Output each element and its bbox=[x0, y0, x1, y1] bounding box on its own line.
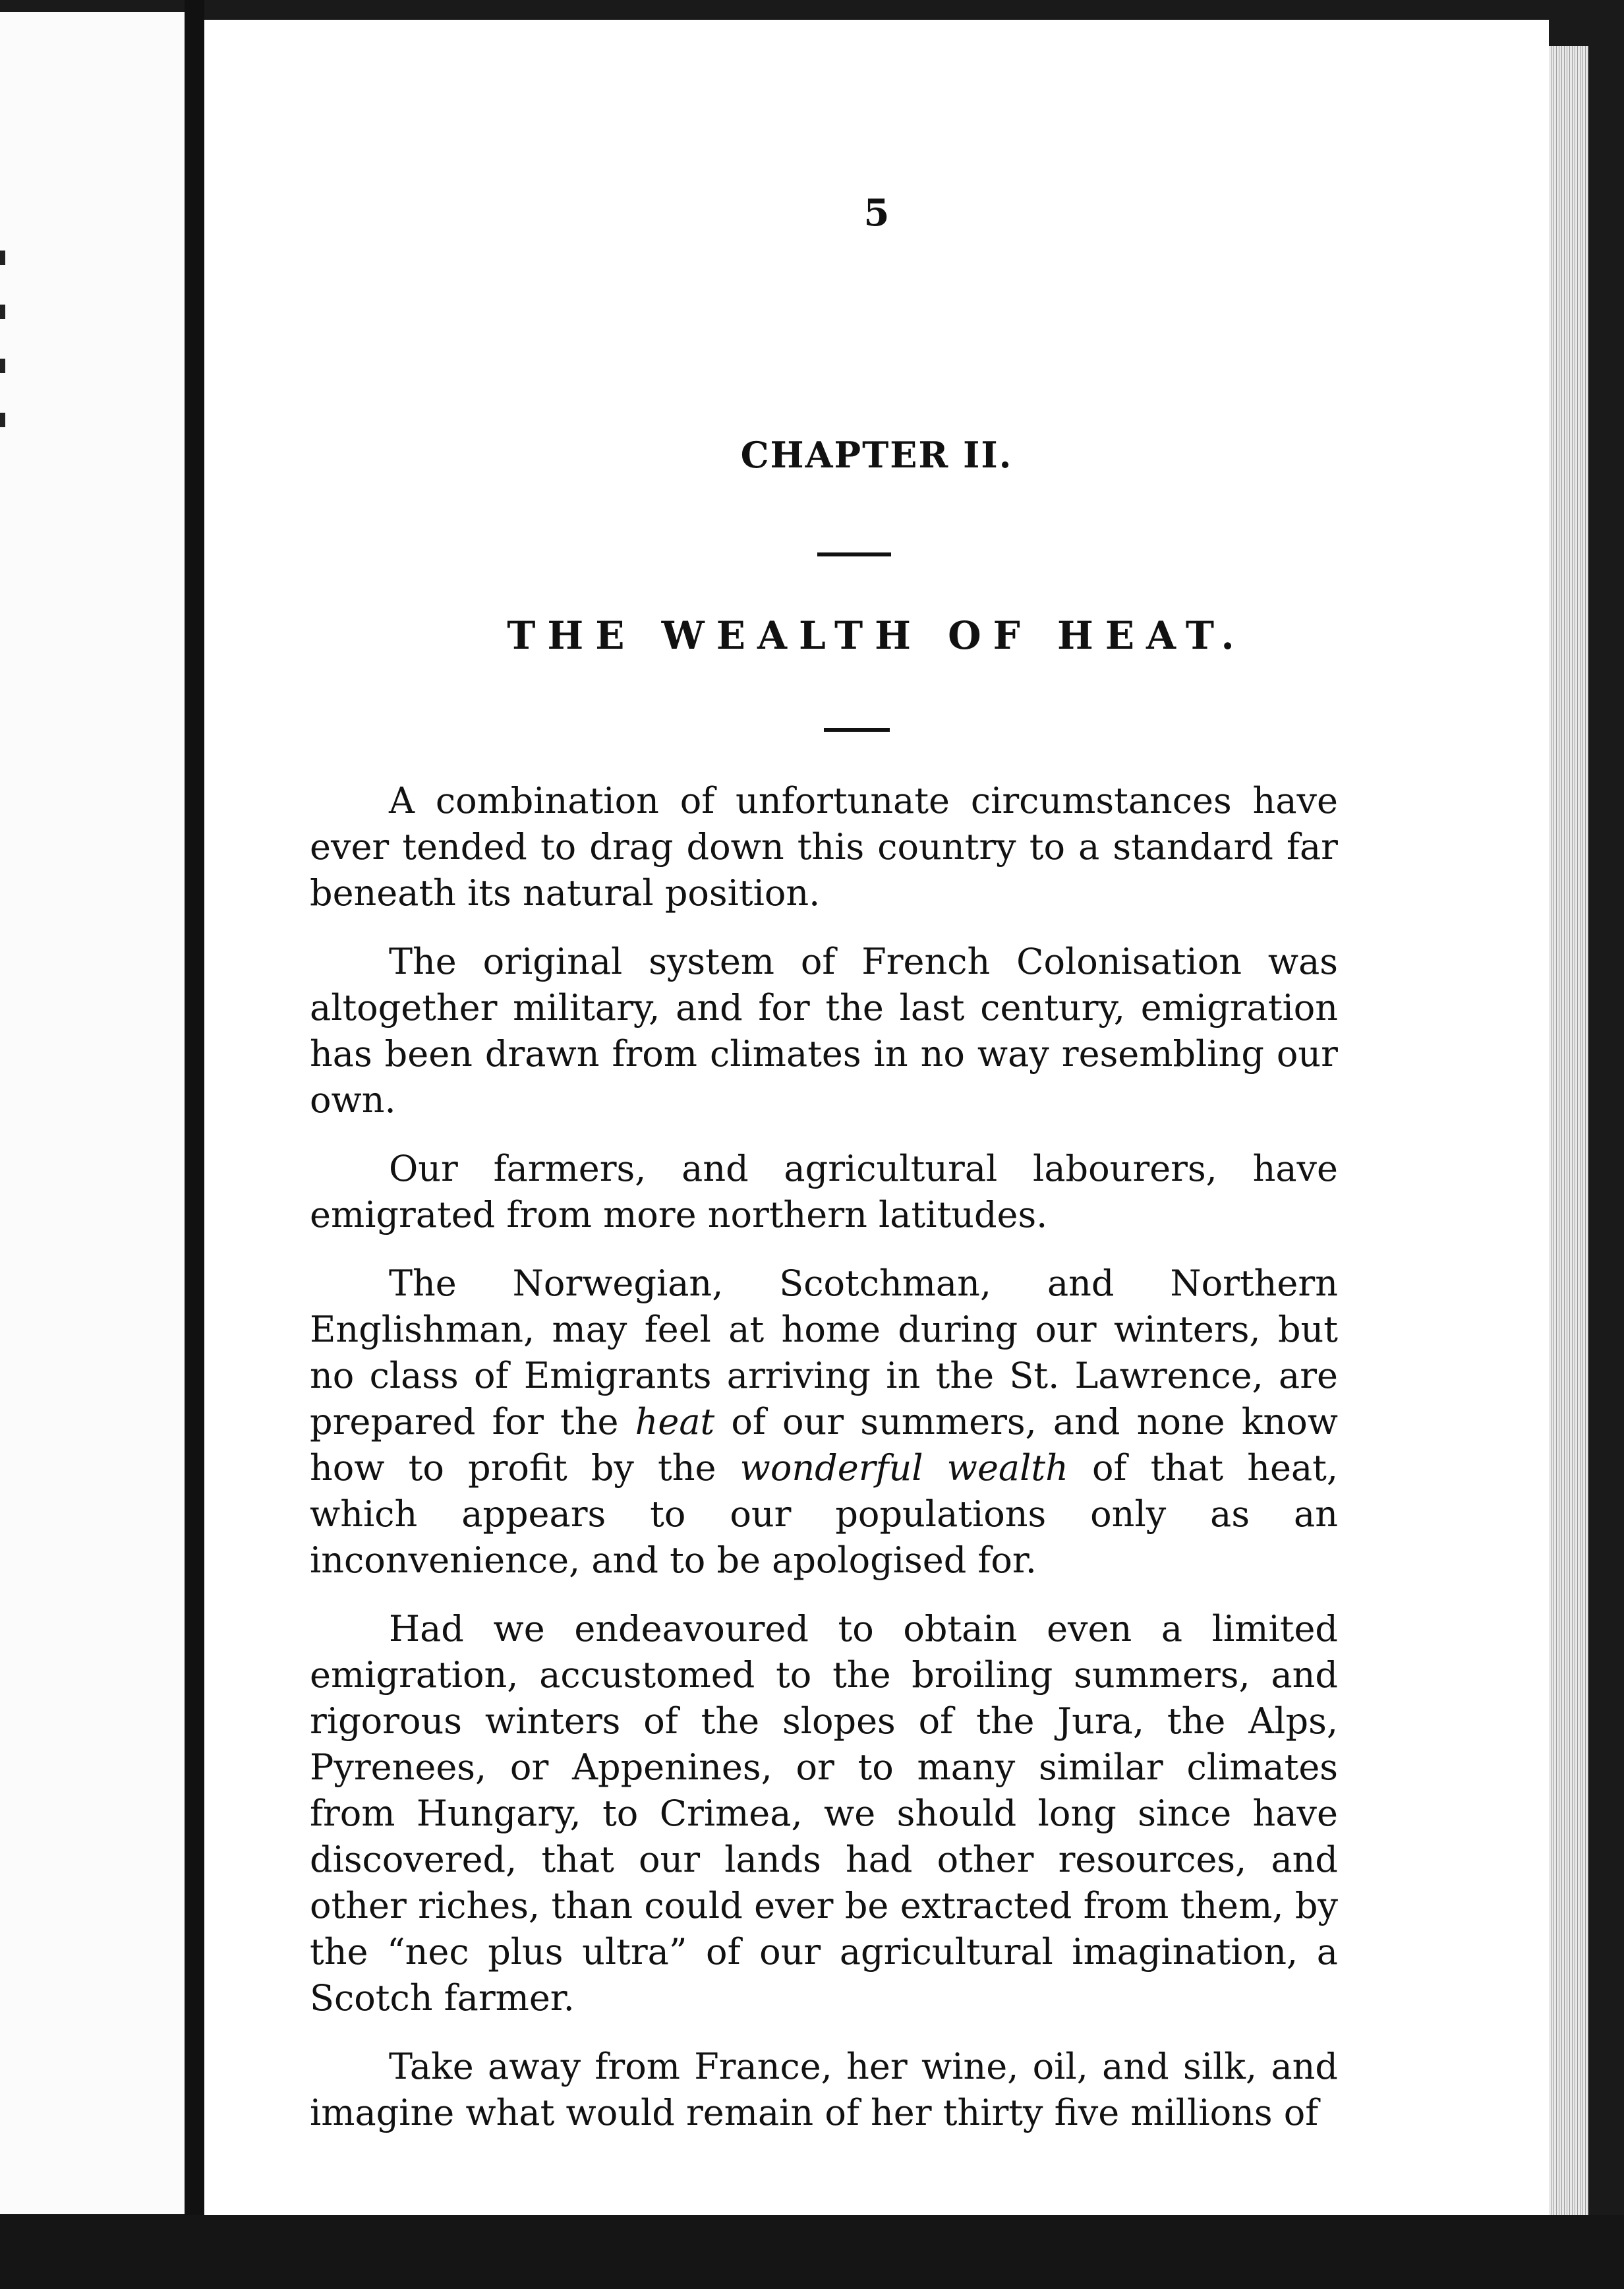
paragraph-text: Our farmers, and agricultural labourers, have emigrated from more northern latitudes. bbox=[310, 1148, 1338, 1235]
scan-border bbox=[0, 2215, 1624, 2289]
paragraph-text: The Norwegian, Scotchman, and Northern Englishman, may feel at home during our winters, but no class of Emigrants arriving in the St. Lawrence, are prepared for the bbox=[310, 1263, 1338, 1442]
facing-page bbox=[0, 12, 185, 2214]
chapter-title: THE WEALTH OF HEAT. bbox=[507, 613, 1246, 658]
italic-text: wonderful wealth bbox=[740, 1447, 1068, 1489]
paragraph bbox=[310, 939, 1338, 1123]
paragraph-text: Had we endeavoured to obtain even a limited emigration, accustomed to the broiling summers, and rigorous winters of the slopes of the Jura, the Alps, Pyrenees, or Appenines, or to many similar climates from Hungary, to Crimea, we should long since have discovered, that our lands had other resources, and other riches, than could ever be extracted from them, by the “nec plus ultra” of our agricultural imagination, a Scotch farmer. bbox=[310, 1608, 1338, 2019]
paragraph bbox=[310, 1146, 1338, 1238]
divider-rule bbox=[824, 728, 890, 732]
paragraph-text: Take away from France, her wine, oil, and silk, and imagine what would remain of her thirty five millions of bbox=[310, 2046, 1338, 2133]
paragraph bbox=[310, 2044, 1338, 2136]
body-text bbox=[310, 778, 1338, 2158]
paragraph bbox=[310, 1261, 1338, 1584]
paragraph-text: A combination of unfortunate circumstances have ever tended to drag down this country to a standard far beneath its natural position. bbox=[310, 780, 1338, 914]
book-page bbox=[204, 20, 1549, 2215]
chapter-heading: CHAPTER II. bbox=[740, 434, 1013, 476]
paragraph bbox=[310, 778, 1338, 916]
page-number: 5 bbox=[863, 191, 890, 235]
paragraph-text: The original system of French Colonisation was altogether military, and for the last century, emigration has been drawn from climates in no way resembling our own. bbox=[310, 941, 1338, 1121]
paragraph-text: of our summers, and none know how to profit by the bbox=[310, 1401, 1338, 1489]
divider-rule bbox=[817, 552, 891, 556]
italic-text: heat bbox=[635, 1401, 715, 1442]
page-edges bbox=[1549, 46, 1588, 2222]
paragraph-text: of that heat, which appears to our populations only as an inconvenience, and to be apologised for. bbox=[310, 1447, 1338, 1581]
book-spine bbox=[185, 0, 204, 2289]
facing-page-marks bbox=[0, 251, 9, 488]
paragraph bbox=[310, 1606, 1338, 2021]
